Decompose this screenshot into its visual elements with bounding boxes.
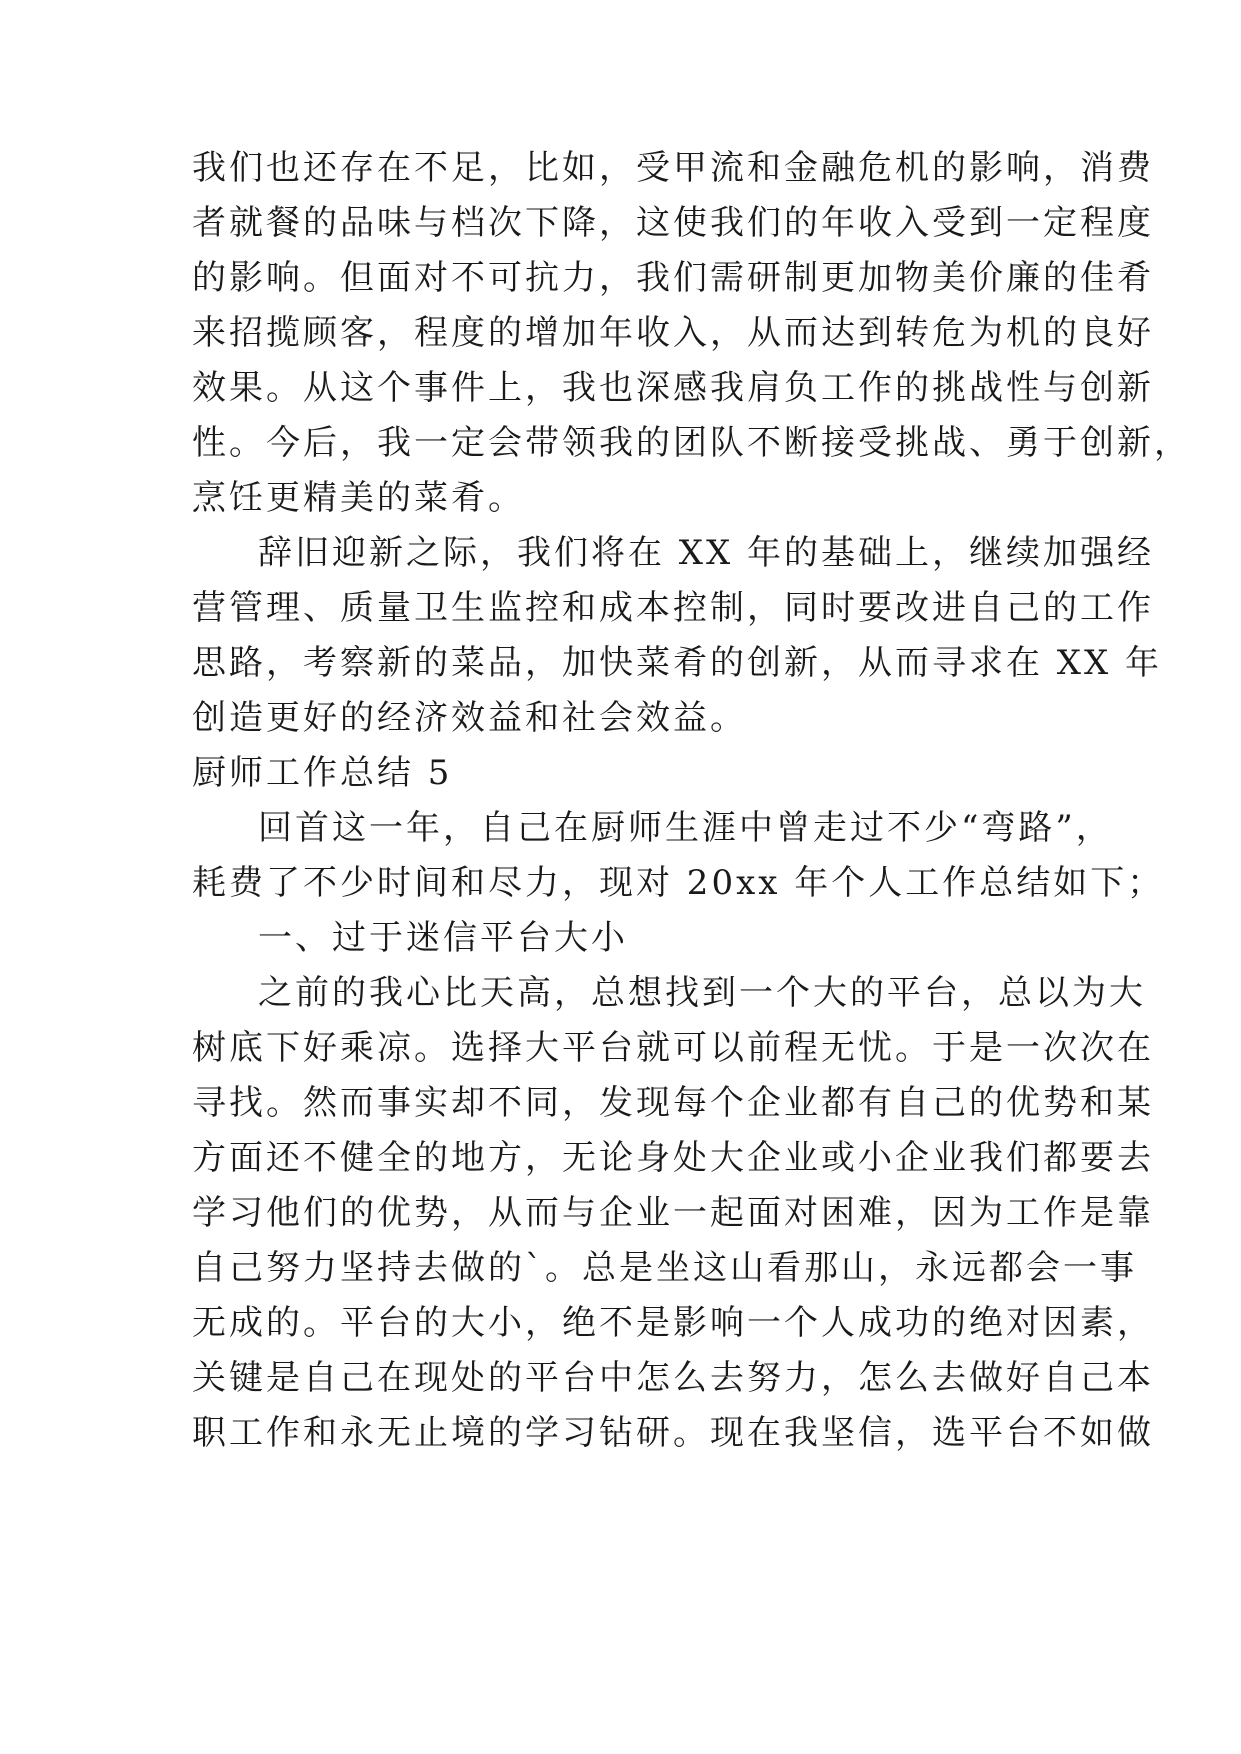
paragraph-first-line: 之前的我心比天高，总想找到一个大的平台，总以为大 — [258, 973, 1146, 1013]
body-text-line: 关键是自己在现处的平台中怎么去努力，怎么去做好自己本 — [192, 1358, 1154, 1398]
section-heading: 厨师工作总结 5 — [192, 753, 453, 793]
body-text-line: 自己努力坚持去做的`。总是坐这山看那山，永远都会一事 — [192, 1248, 1137, 1288]
body-text-line: 者就餐的品味与档次下降，这使我们的年收入受到一定程度 — [192, 203, 1154, 243]
body-text-line: 效果。从这个事件上，我也深感我肩负工作的挑战性与创新 — [192, 368, 1154, 408]
subsection-heading: 一、过于迷信平台大小 — [258, 918, 628, 958]
body-text-line: 树底下好乘凉。选择大平台就可以前程无忧。于是一次次在 — [192, 1028, 1154, 1068]
body-text-line: 性。今后，我一定会带领我的团队不断接受挑战、勇于创新， — [192, 423, 1191, 463]
body-text-line: 思路，考察新的菜品，加快菜肴的创新，从而寻求在 XX 年 — [192, 643, 1163, 683]
body-text-line: 无成的。平台的大小，绝不是影响一个人成功的绝对因素， — [192, 1303, 1154, 1343]
body-text-line: 学习他们的优势，从而与企业一起面对困难，因为工作是靠 — [192, 1193, 1154, 1233]
body-text-line: 耗费了不少时间和尽力，现对 20xx 年个人工作总结如下； — [192, 863, 1165, 903]
body-text-line: 职工作和永无止境的学习钻研。现在我坚信，选平台不如做 — [192, 1413, 1154, 1453]
paragraph-first-line: 辞旧迎新之际，我们将在 XX 年的基础上，继续加强经 — [258, 533, 1155, 573]
body-text-line: 来招揽顾客，程度的增加年收入，从而达到转危为机的良好 — [192, 313, 1154, 353]
paragraph-first-line: 回首这一年，自己在厨师生涯中曾走过不少“弯路”， — [258, 808, 1113, 848]
body-text-line: 我们也还存在不足，比如，受甲流和金融危机的影响，消费 — [192, 148, 1154, 188]
body-text-line: 烹饪更精美的菜肴。 — [192, 478, 525, 518]
body-text-line: 方面还不健全的地方，无论身处大企业或小企业我们都要去 — [192, 1138, 1154, 1178]
body-text-line: 创造更好的经济效益和社会效益。 — [192, 698, 747, 738]
body-text-line: 的影响。但面对不可抗力，我们需研制更加物美价廉的佳肴 — [192, 258, 1154, 298]
body-text-line: 营管理、质量卫生监控和成本控制，同时要改进自己的工作 — [192, 588, 1154, 628]
body-text-line: 寻找。然而事实却不同，发现每个企业都有自己的优势和某 — [192, 1083, 1154, 1123]
